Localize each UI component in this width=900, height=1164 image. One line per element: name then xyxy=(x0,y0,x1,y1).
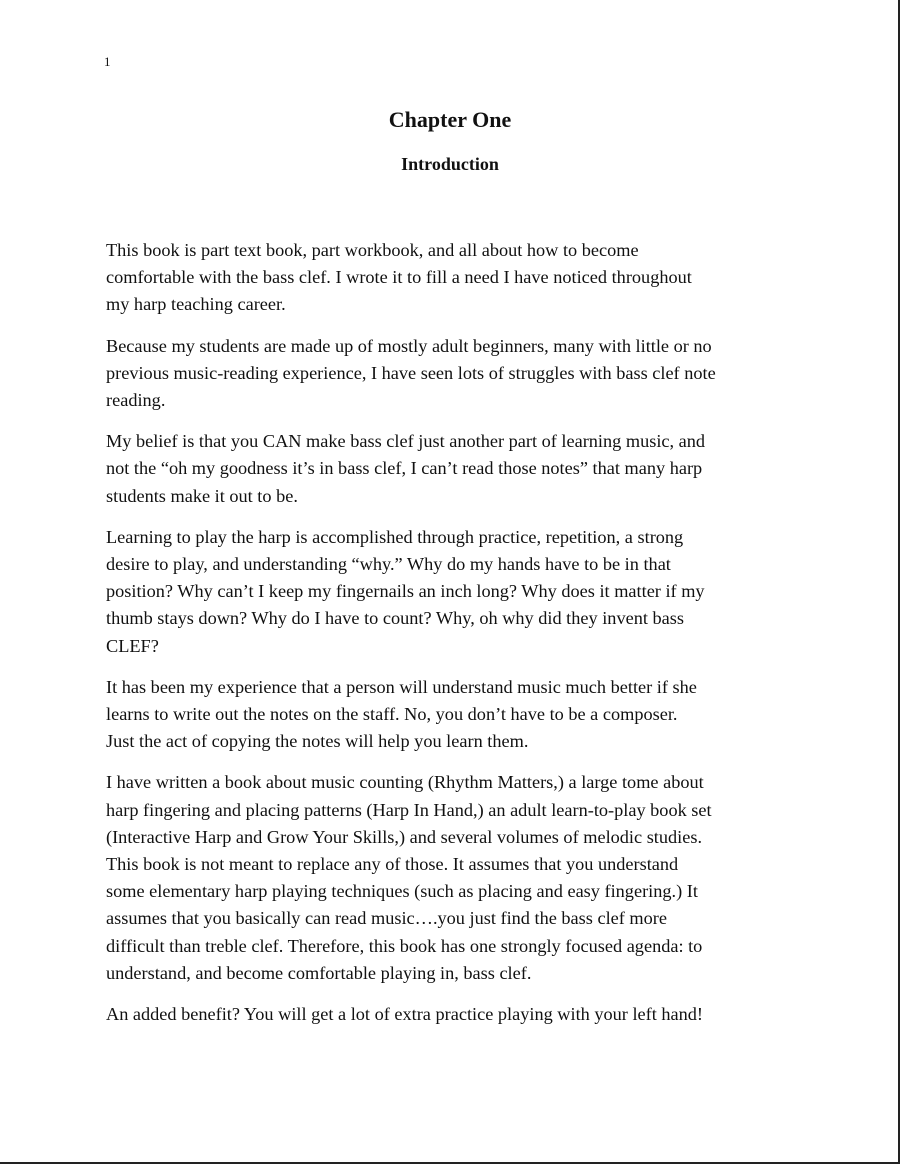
paragraph-experience xyxy=(106,674,806,756)
paragraph-line: previous music-reading experience, I have seen lots of struggles with bass clef note xyxy=(106,362,716,383)
paragraph-line: my harp teaching career. xyxy=(106,294,286,315)
paragraph-line: An added benefit? You will get a lot of extra practice playing with your left hand! xyxy=(106,1004,704,1025)
paragraph-line: This book is part text book, part workbook, and all about how to become xyxy=(106,240,639,260)
paragraph-line: It has been my experience that a person will understand music much better if she xyxy=(106,676,697,697)
paragraph-line: position? Why can’t I keep my fingernails an inch long? Why does it matter if my xyxy=(106,581,705,602)
paragraph-line: harp fingering and placing patterns (Harp In Hand,) an adult learn-to-play book set xyxy=(106,799,712,820)
paragraph-line: comfortable with the bass clef. I wrote it to fill a need I have noticed throughout xyxy=(106,267,692,288)
paragraph-line: Because my students are made up of mostly adult beginners, many with little or no xyxy=(106,335,712,356)
paragraph-other-books xyxy=(106,769,806,987)
chapter-subtitle: Introduction xyxy=(401,154,499,174)
paragraph-line: difficult than treble clef. Therefore, this book has one strongly focused agenda: to xyxy=(106,935,703,956)
paragraph-line: (Interactive Harp and Grow Your Skills,) and several volumes of melodic studies. xyxy=(106,826,703,847)
chapter-title: Chapter One xyxy=(388,107,512,132)
paragraph-belief xyxy=(106,428,806,510)
paragraph-line: desire to play, and understanding “why.” Why do my hands have to be in that xyxy=(106,554,671,575)
paragraph-intro xyxy=(106,237,806,319)
paragraph-learning xyxy=(106,524,806,660)
paragraph-line: Just the act of copying the notes will help you learn them. xyxy=(106,731,529,752)
paragraph-benefit xyxy=(106,1001,806,1028)
paragraph-line: I have written a book about music counting (Rhythm Matters,) a large tome about xyxy=(106,772,704,793)
paragraph-line: assumes that you basically can read music….you just find the bass clef more xyxy=(106,908,667,929)
paragraph-line: learns to write out the notes on the staff. No, you don’t have to be a composer. xyxy=(106,704,678,725)
paragraph-line: Learning to play the harp is accomplished through practice, repetition, a strong xyxy=(106,526,684,547)
paragraph-line: thumb stays down? Why do I have to count? Why, oh why did they invent bass xyxy=(106,608,684,629)
paragraph-line: not the “oh my goodness it’s in bass clef, I can’t read those notes” that many harp xyxy=(106,458,703,479)
paragraph-line: some elementary harp playing techniques (such as placing and easy fingering.) It xyxy=(106,881,698,902)
paragraph-line: My belief is that you CAN make bass clef just another part of learning music, and xyxy=(106,431,706,452)
page-number: 1 xyxy=(104,54,111,69)
paragraph-line: reading. xyxy=(106,390,166,411)
body-text xyxy=(106,237,806,1042)
paragraph-line: CLEF? xyxy=(106,635,159,656)
paragraph-line: understand, and become comfortable playing in, bass clef. xyxy=(106,962,532,983)
paragraph-line: This book is not meant to replace any of those. It assumes that you understand xyxy=(106,854,679,875)
paragraph-line: students make it out to be. xyxy=(106,485,298,506)
paragraph-students xyxy=(106,333,806,415)
